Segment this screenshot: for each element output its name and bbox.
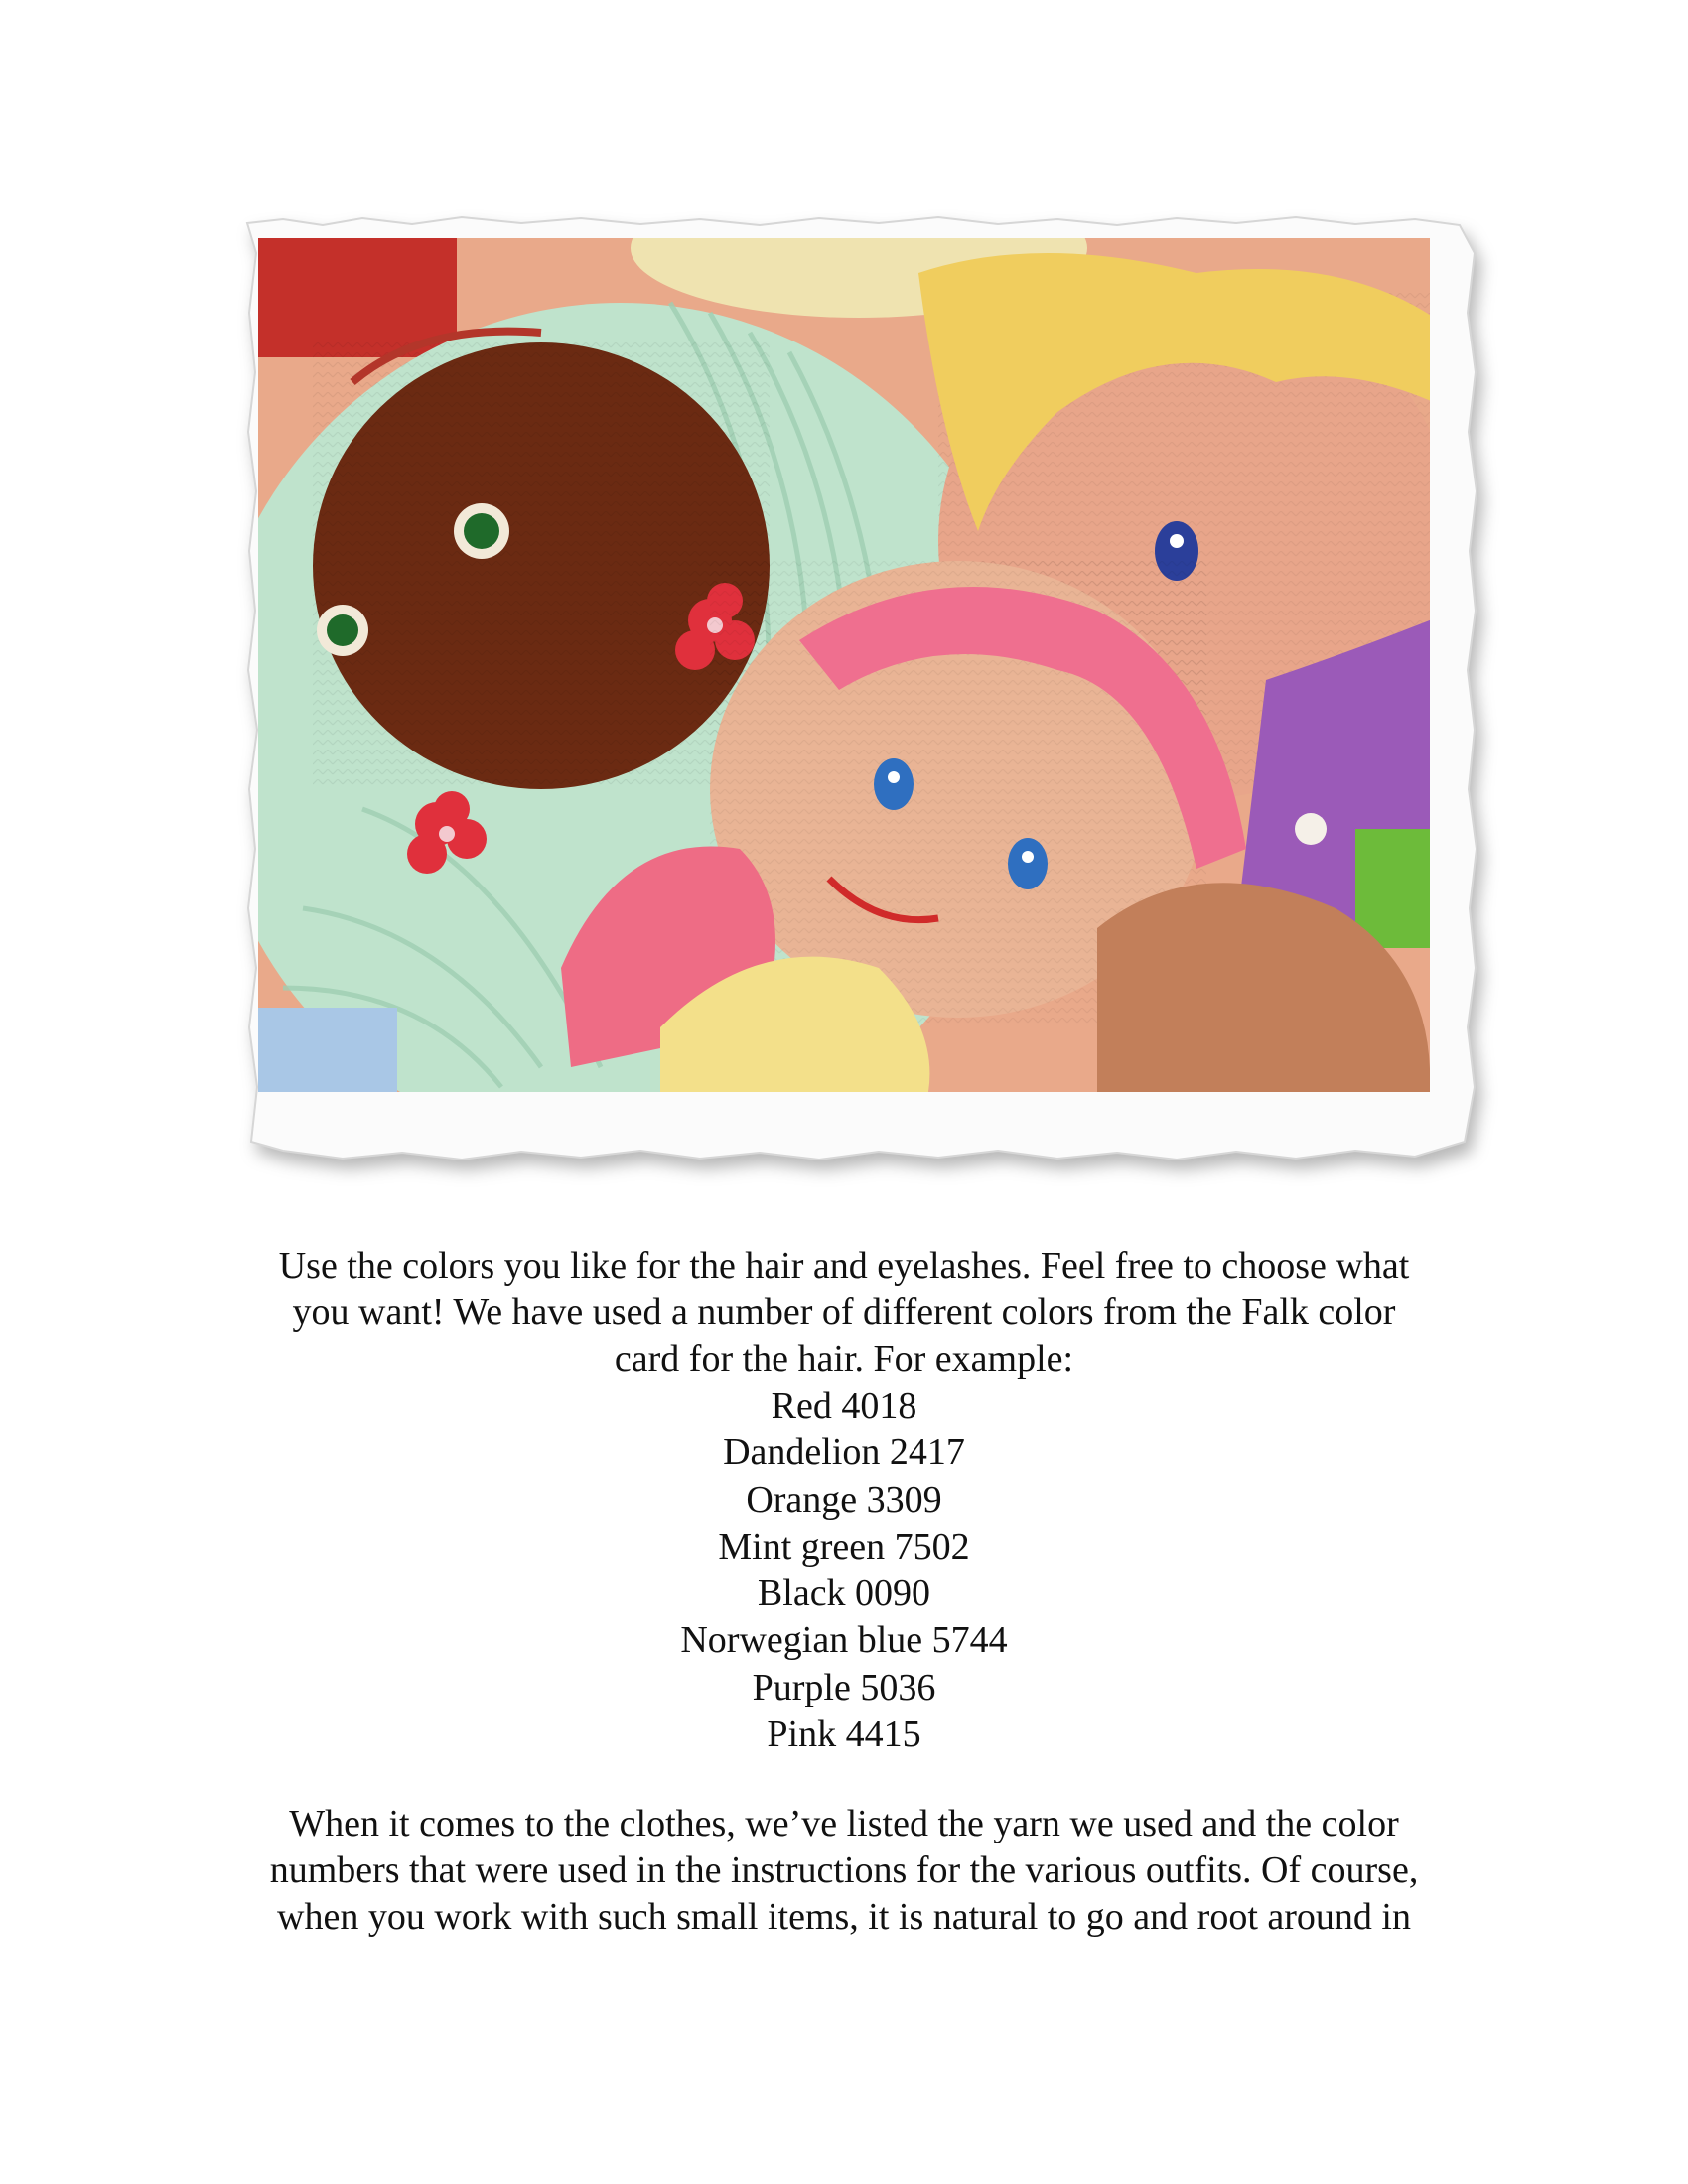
hair-color-list xyxy=(149,1383,1539,1758)
clothes-line: numbers that were used in the instructions for the various outfits. Of course, xyxy=(269,1849,1419,1891)
color-item: Red 4018 xyxy=(771,1385,917,1427)
knitted-dolls-illustration xyxy=(243,213,1479,1166)
color-item: Norwegian blue 5744 xyxy=(680,1619,1008,1662)
knitted-dolls-photo xyxy=(243,213,1479,1166)
intro-paragraph xyxy=(149,1243,1539,1383)
color-item: Dandelion 2417 xyxy=(723,1432,965,1474)
clothes-line: when you work with such small items, it is natural to go and root around in xyxy=(277,1896,1411,1938)
clothes-line: When it comes to the clothes, we’ve listed the yarn we used and the color xyxy=(289,1803,1399,1844)
color-item: Purple 5036 xyxy=(752,1666,936,1708)
color-item: Orange 3309 xyxy=(746,1478,942,1521)
color-item: Mint green 7502 xyxy=(718,1525,970,1568)
color-item: Black 0090 xyxy=(757,1572,931,1615)
intro-line: card for the hair. For example: xyxy=(614,1338,1074,1380)
clothes-paragraph xyxy=(149,1801,1539,1941)
intro-line: Use the colors you like for the hair and eyelashes. Feel free to choose what xyxy=(278,1245,1410,1287)
color-item: Pink 4415 xyxy=(767,1713,921,1756)
intro-line: you want! We have used a number of different colors from the Falk color xyxy=(292,1292,1396,1333)
